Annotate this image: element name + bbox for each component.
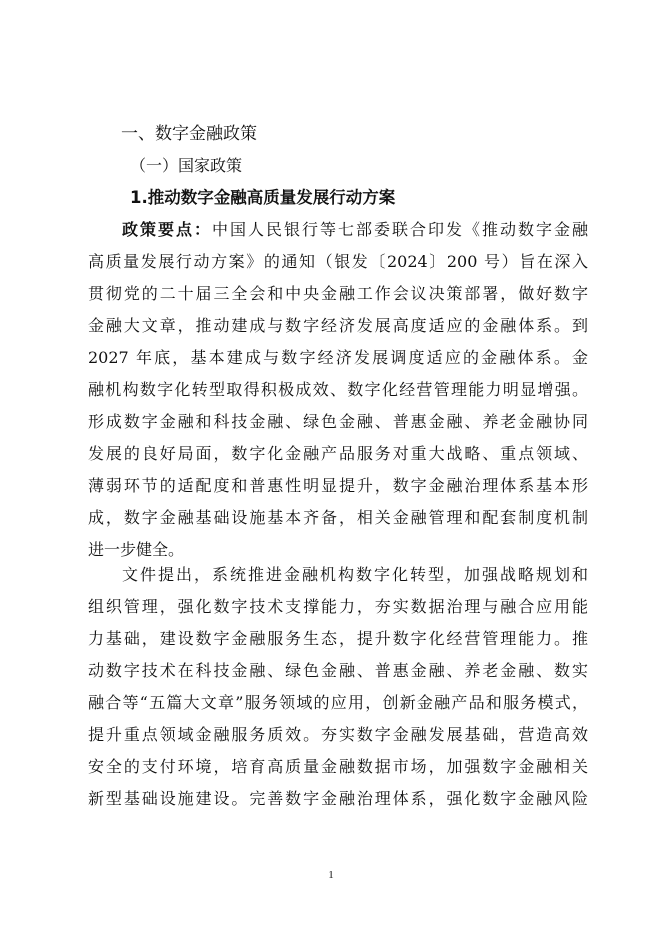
policy-points-label: 政策要点 — [122, 220, 194, 239]
paragraph-line: 金融大文章，推动建成与数字经济发展高度适应的金融体系。到 — [88, 316, 588, 335]
paragraph-line: 形成数字金融和科技金融、绿色金融、普惠金融、养老金融协同 — [88, 412, 588, 431]
paragraph-line: 成，数字金融基础设施基本齐备，相关金融管理和配套制度机制 — [88, 508, 588, 527]
paragraph-line: 贯彻党的二十届三全会和中央金融工作会议决策部署，做好数字 — [88, 284, 588, 303]
paragraph-line: 力基础，建设数字金融服务生态，提升数字化经营管理能力。推 — [88, 629, 588, 648]
paragraph-line: 发展的良好局面，数字化金融产品服务对重大战略、重点领域、 — [88, 444, 588, 463]
paragraph-line: 融机构数字化转型取得积极成效、数字化经营管理能力明显增强。 — [88, 380, 588, 399]
page-number: 1 — [328, 869, 334, 881]
paragraph-line: 进一步健全。 — [88, 540, 185, 559]
paragraph-line: 安全的支付环境，培育高质量金融数据市场，加强数字金融相关 — [88, 757, 588, 776]
policy-points-colon: ： — [194, 220, 212, 239]
paragraph-line: 动数字技术在科技金融、绿色金融、普惠金融、养老金融、数实 — [88, 661, 588, 680]
paragraph-line: 融合等“五篇大文章”服务领域的应用，创新金融产品和服务模式， — [88, 693, 588, 712]
paragraph-line: 组织管理，强化数字技术支撑能力，夯实数据治理与融合应用能 — [88, 597, 588, 616]
paragraph-line: 提升重点领域金融服务质效。夯实数字金融发展基础，营造高效 — [88, 725, 588, 744]
paragraph-line: 薄弱环节的适配度和普惠性明显提升，数字金融治理体系基本形 — [88, 476, 588, 495]
item-heading: 1.推动数字金融高质量发展行动方案 — [130, 188, 396, 207]
paragraph-line: 2027 年底，基本建成与数字经济发展调度适应的金融体系。金 — [88, 348, 588, 367]
paragraph-line — [122, 214, 588, 246]
section-heading: 一、数字金融政策 — [121, 124, 257, 144]
paragraph-line-text: 中国人民银行等七部委联合印发《推动数字金融 — [212, 220, 588, 239]
paragraph-line: 文件提出，系统推进金融机构数字化转型，加强战略规划和 — [122, 565, 588, 584]
paragraph-line: 高质量发展行动方案》的通知（银发〔2024〕200 号）旨在深入 — [88, 252, 588, 271]
paragraph-line: 新型基础设施建设。完善数字金融治理体系，强化数字金融风险 — [88, 789, 588, 808]
subsection-heading: （一）国家政策 — [130, 156, 243, 175]
